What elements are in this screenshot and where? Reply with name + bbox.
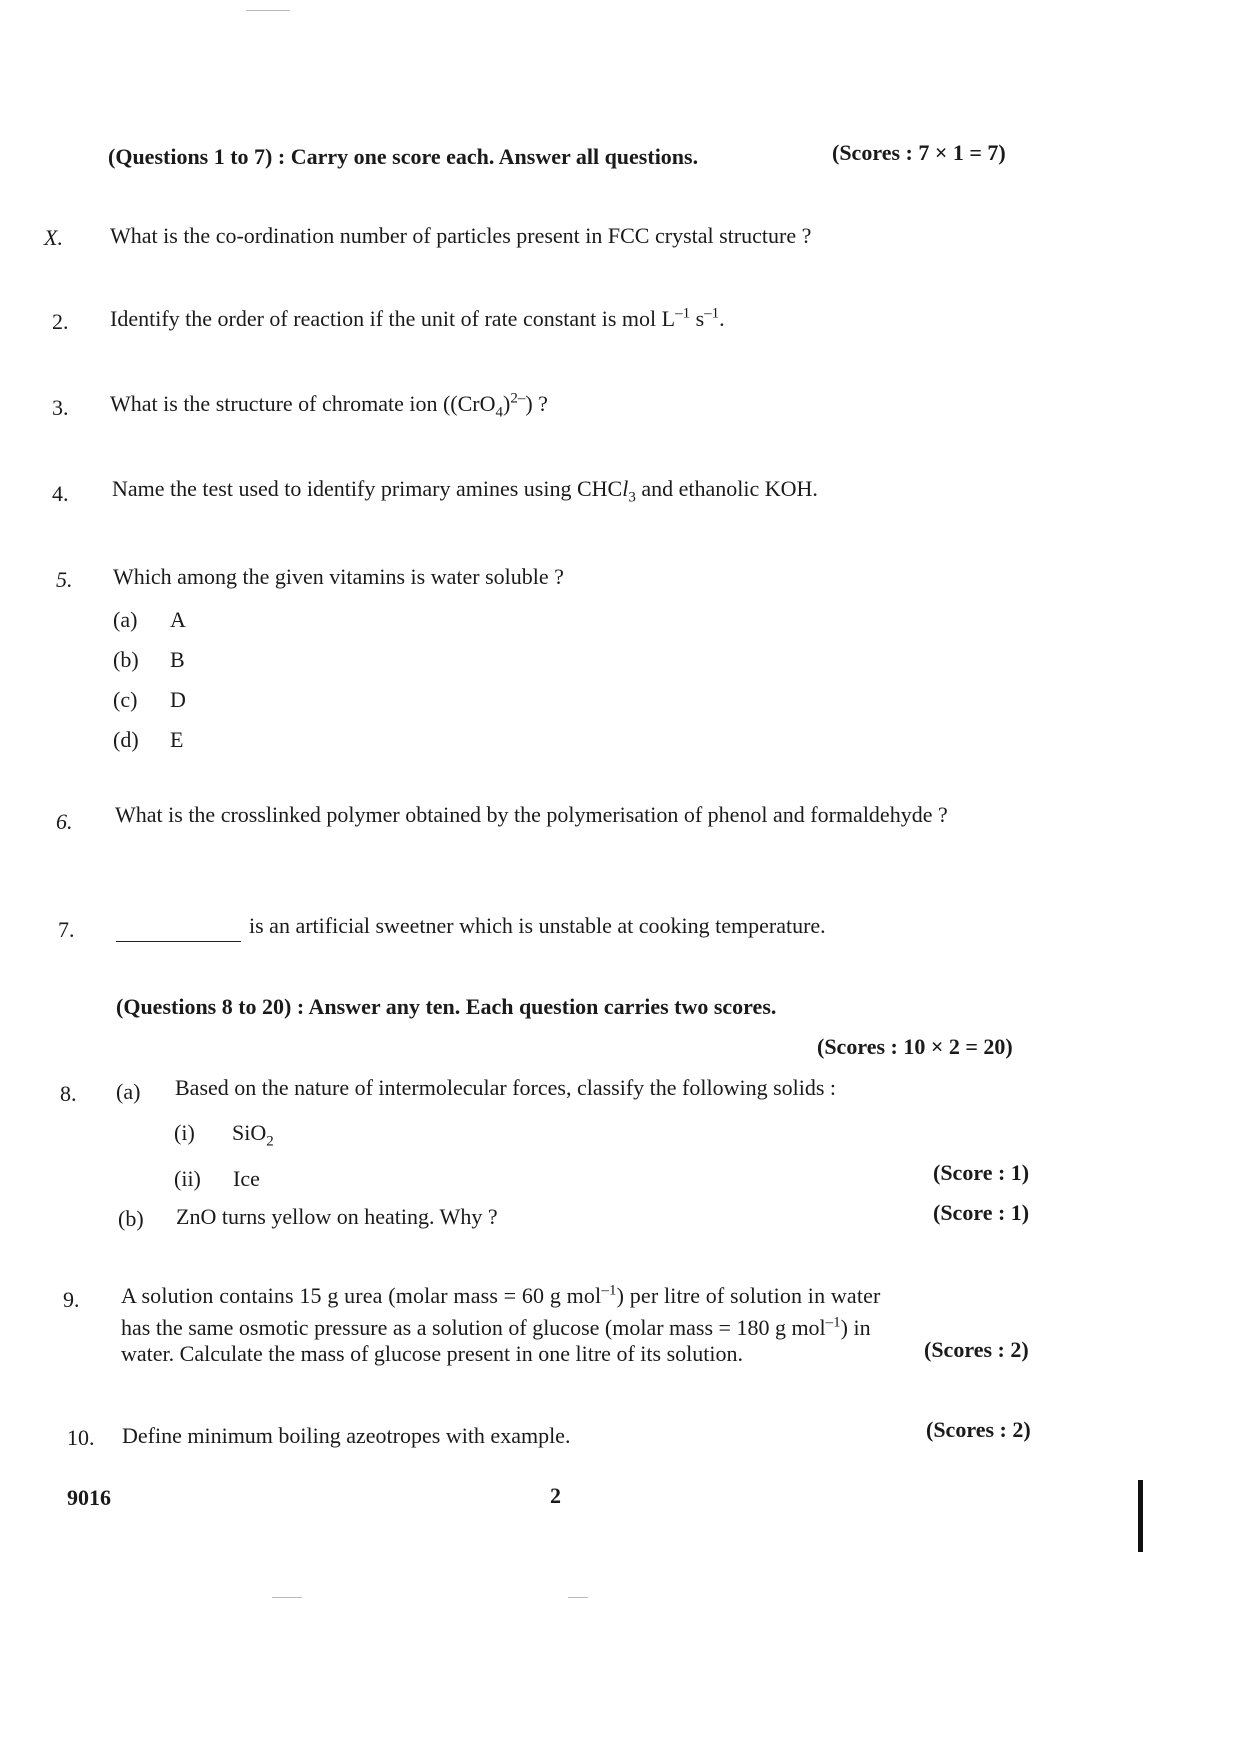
- q5-option-b-label: (b): [113, 647, 139, 672]
- q5-option-c-value: D: [170, 687, 186, 712]
- q5-number: 5.: [56, 567, 73, 592]
- q5-option-a-value: A: [170, 607, 186, 632]
- q9-score: (Scores : 2): [924, 1337, 1029, 1362]
- scan-mark-top: [246, 10, 290, 11]
- q9-line3: water. Calculate the mass of glucose present in one litre of its solution.: [121, 1341, 743, 1366]
- q3-text-b: ): [502, 391, 511, 416]
- q8-i-sub: 2: [266, 1133, 274, 1150]
- page-number: 2: [550, 1483, 561, 1508]
- q2-text-b: s: [690, 306, 705, 331]
- q8-i-text: [232, 1117, 274, 1149]
- q8-i-formula: SiO: [232, 1120, 267, 1145]
- q7-number: 7.: [58, 917, 75, 942]
- q2-text-c: .: [719, 306, 725, 331]
- q8-ii-text: Ice: [233, 1166, 260, 1191]
- q5-option-b-value: B: [170, 647, 185, 672]
- q7-line: [116, 910, 826, 942]
- q2-text: [110, 303, 725, 335]
- q4-sub: 3: [628, 489, 636, 506]
- q1-text: What is the co-ordination number of particles present in FCC crystal structure ?: [110, 223, 812, 248]
- q3-sup: 2–: [510, 390, 526, 407]
- q10-score: (Scores : 2): [926, 1417, 1031, 1442]
- q1-number: X.: [44, 225, 63, 250]
- section1-scores: (Scores : 7 × 1 = 7): [832, 140, 1006, 165]
- q9-line1-sup: –1: [601, 1282, 617, 1299]
- q5-option-c-label: (c): [113, 687, 138, 712]
- q4-text-a: Name the test used to identify primary amines using CHC: [112, 476, 623, 501]
- q8-b-label: (b): [118, 1206, 144, 1231]
- q9-number: 9.: [63, 1287, 80, 1312]
- section1-header: (Questions 1 to 7) : Carry one score each. Answer all questions.: [108, 144, 699, 169]
- q8-i-label: (i): [174, 1120, 195, 1145]
- q4-italic: l: [622, 476, 629, 501]
- q8-a-score: (Score : 1): [933, 1160, 1030, 1185]
- q5-option-d-label: (d): [113, 727, 139, 752]
- q2-sup2: –1: [704, 305, 720, 322]
- q3-number: 3.: [52, 395, 69, 420]
- q8-b-score: (Score : 1): [933, 1200, 1030, 1225]
- q8-ii-label: (ii): [174, 1166, 201, 1191]
- q3-text-a: What is the structure of chromate ion ((CrO: [110, 391, 496, 416]
- q7-text: is an artificial sweetner which is unstable at cooking temperature.: [249, 913, 826, 938]
- q5-option-d-value: E: [170, 727, 184, 752]
- q2-text-a: Identify the order of reaction if the unit of rate constant is mol L: [110, 306, 676, 331]
- q3-sub: 4: [495, 404, 503, 421]
- q8-a-label: (a): [116, 1079, 141, 1104]
- q9-line1: [121, 1280, 880, 1312]
- q7-blank: [116, 919, 241, 942]
- q5-option-a-label: (a): [113, 607, 138, 632]
- section2-scores: (Scores : 10 × 2 = 20): [817, 1034, 1013, 1059]
- q2-sup1: –1: [675, 305, 691, 322]
- q6-number: 6.: [56, 809, 73, 834]
- scan-mark-bottom-right: [568, 1597, 588, 1598]
- paper-code: 9016: [67, 1485, 111, 1510]
- q5-text: Which among the given vitamins is water soluble ?: [113, 564, 564, 589]
- q4-text-b: and ethanolic KOH.: [635, 476, 818, 501]
- q9-line2-a: has the same osmotic pressure as a solution of glucose (molar mass = 180 g mol: [121, 1315, 826, 1340]
- section2-header: (Questions 8 to 20) : Answer any ten. Each question carries two scores.: [116, 994, 777, 1019]
- q10-text: Define minimum boiling azeotropes with example.: [122, 1423, 571, 1448]
- q10-number: 10.: [67, 1425, 95, 1450]
- q3-text-c: ) ?: [525, 391, 548, 416]
- q3-text: [110, 388, 548, 420]
- q9-line1-b: ) per litre of solution in water: [616, 1283, 881, 1308]
- q9-line2-b: ) in: [840, 1315, 871, 1340]
- scan-mark-bottom-left: [272, 1597, 302, 1598]
- q8-number: 8.: [60, 1081, 77, 1106]
- q8-a-text: Based on the nature of intermolecular forces, classify the following solids :: [175, 1075, 837, 1100]
- q2-number: 2.: [52, 309, 69, 334]
- scan-bar-right: [1138, 1480, 1143, 1552]
- q4-number: 4.: [52, 481, 69, 506]
- q9-line2-sup: –1: [825, 1314, 841, 1331]
- q6-text: What is the crosslinked polymer obtained by the polymerisation of phenol and formaldehyde ?: [115, 802, 948, 827]
- q8-b-text: ZnO turns yellow on heating. Why ?: [176, 1204, 498, 1229]
- q9-line1-a: A solution contains 15 g urea (molar mass = 60 g mol: [121, 1283, 602, 1308]
- q4-text: [112, 473, 818, 505]
